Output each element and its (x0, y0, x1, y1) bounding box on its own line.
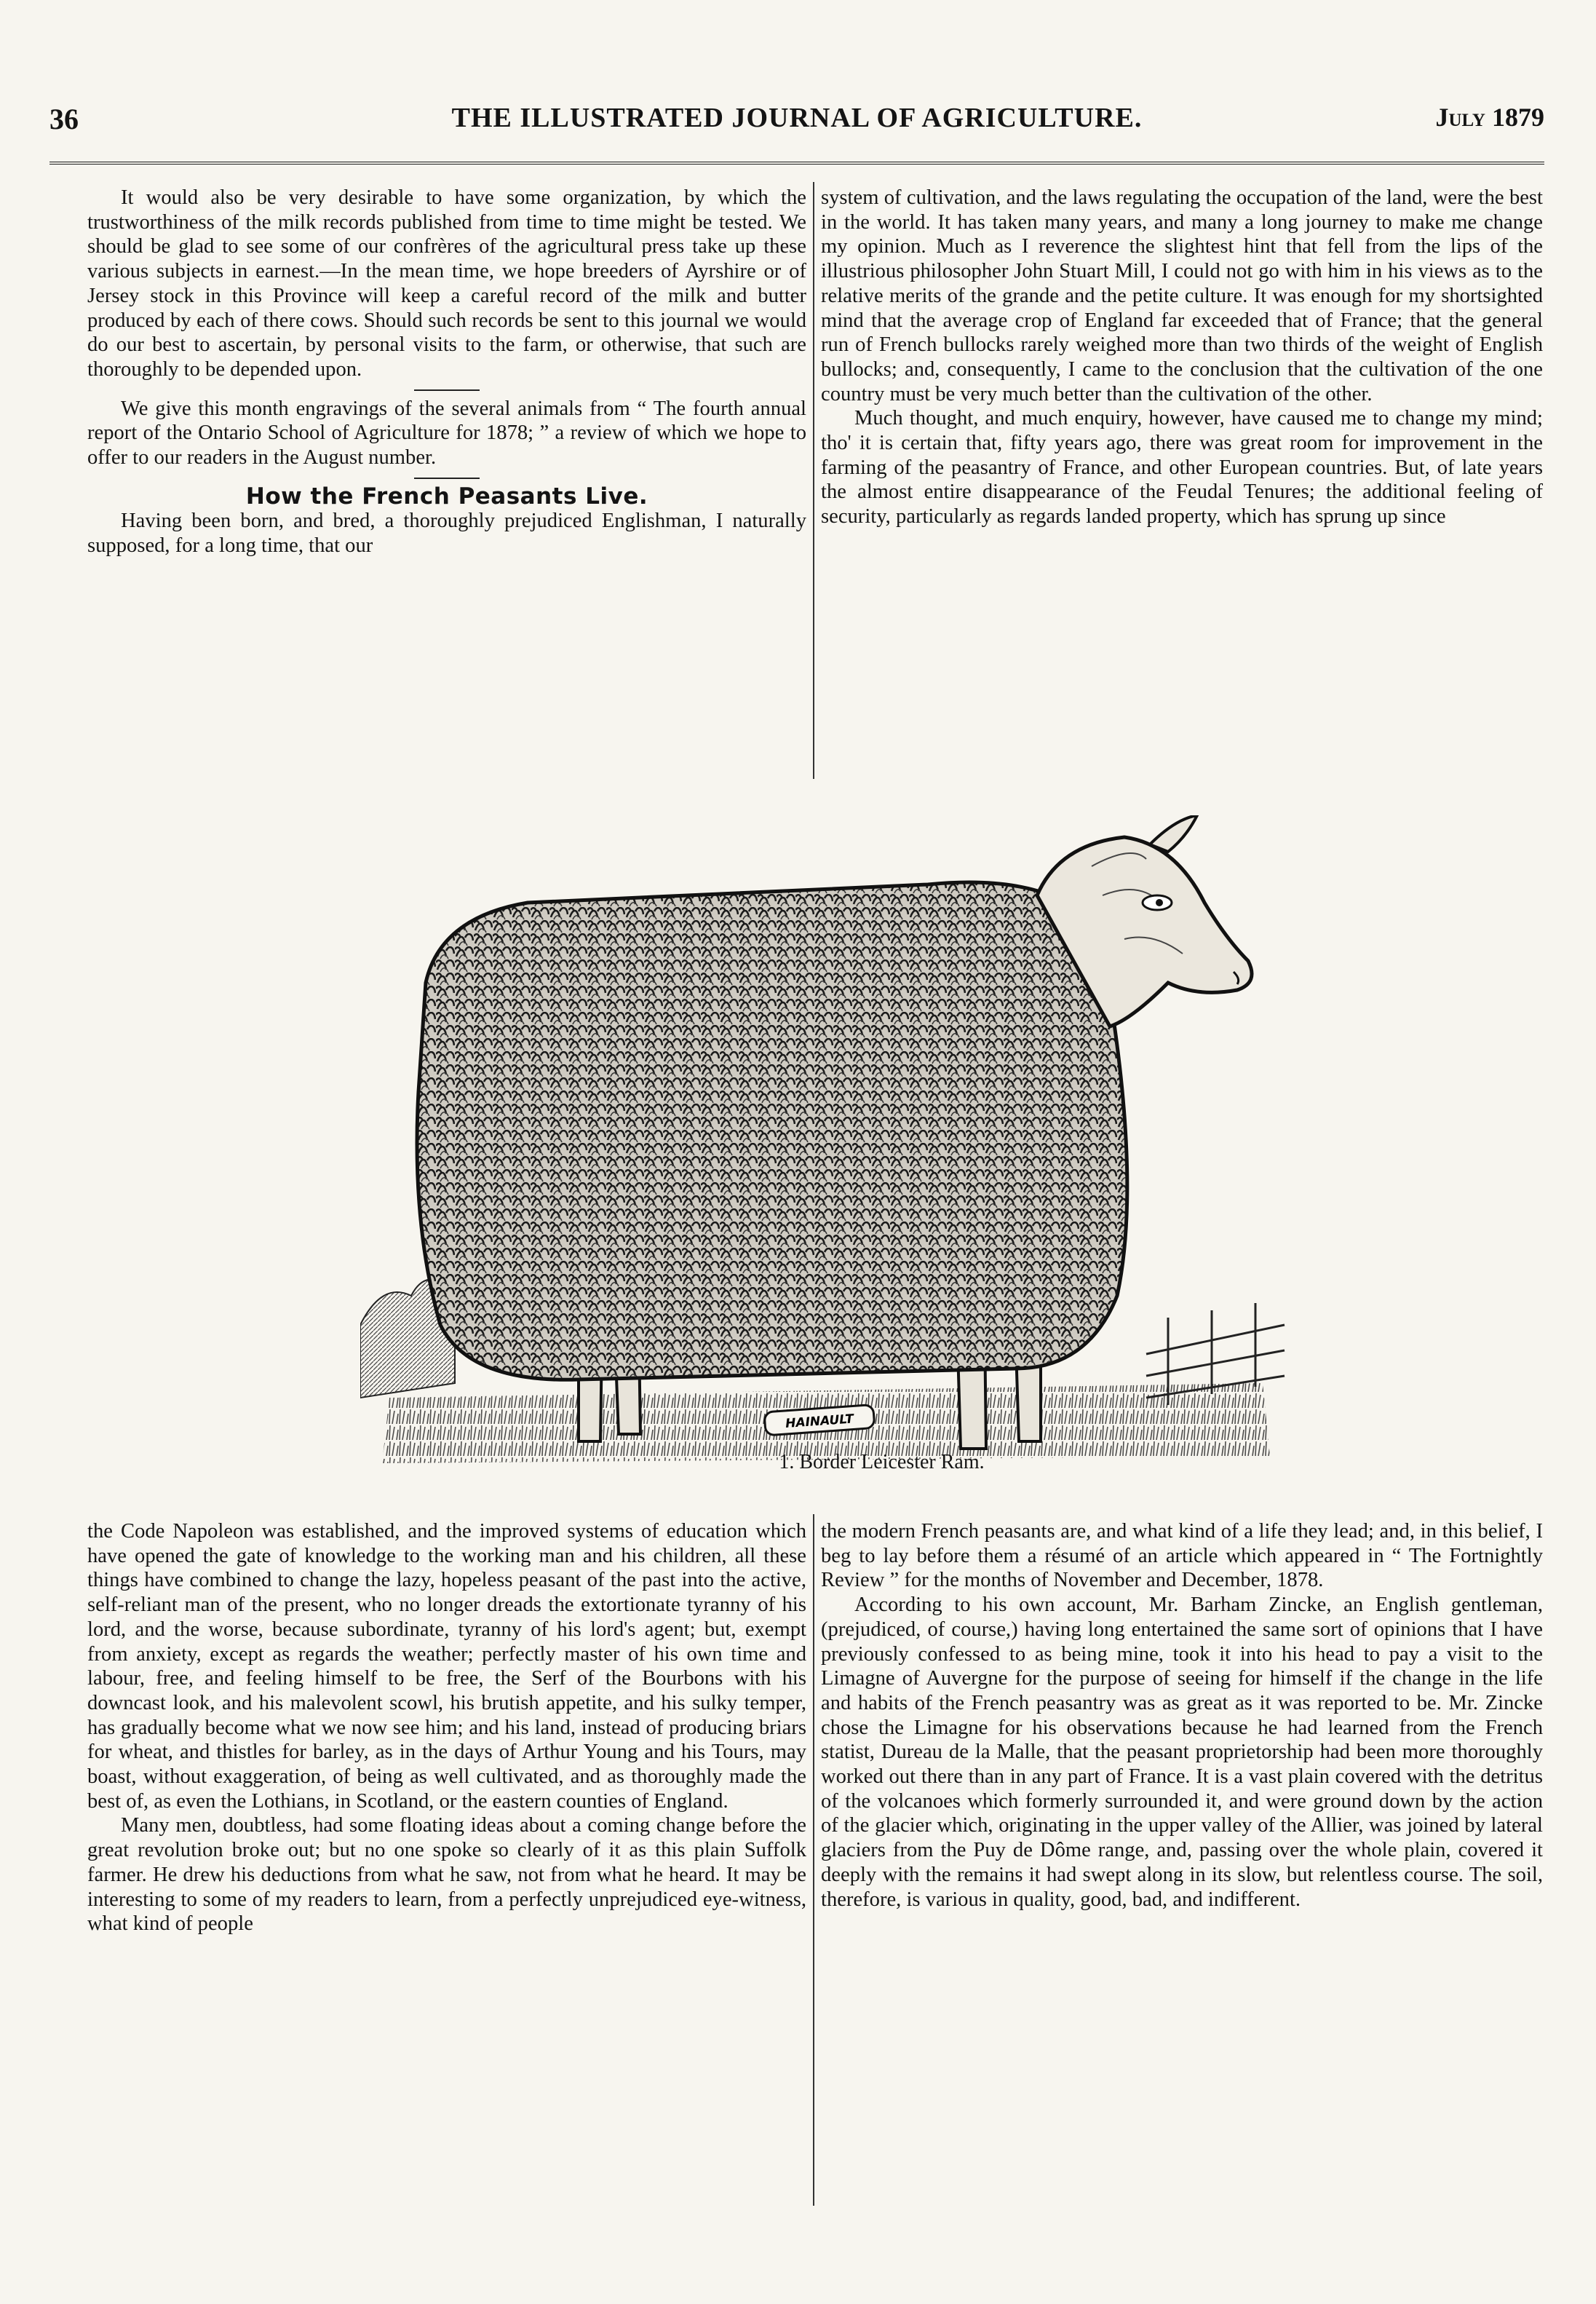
page-header (49, 102, 1544, 146)
svg-text:HAINAULT: HAINAULT (785, 1412, 854, 1431)
paragraph: the modern French peasants are, and what kind of a life they lead; and, in this belief, I beg to lay before them a résumé of an article which appeared in “ The Fortnightly Review ” for the months of November and December, 1878. (821, 1520, 1543, 1592)
paragraph: We give this month engravings of the several animals from “ The fourth annual report of the Ontario School of Agriculture for 1878; ” a review of which we hope to offer to our readers in the August number. (87, 397, 806, 470)
issue-date: July 1879 (1435, 103, 1544, 132)
paragraph: system of cultivation, and the laws regulating the occupation of the land, were the best in the world. It has taken many years, and many a long journey to make me change my opinion. Much as I reverence the slightest hint that fell from the lips of the illustrious philosopher John Stuart Mill, I could not go with him in his views as to the relative merits of the grande and the petite culture. It was enough for my shortsighted mind that the average crop of England far exceeded that of France; that the general run of French bullocks rarely weighed more than two thirds of the weight of English bullocks; and, consequently, I came to the conclusion that the cultivation of the one country must be very much better than the cultivation of the other. (821, 186, 1543, 405)
ram-body (417, 882, 1127, 1379)
journal-title: THE ILLUSTRATED JOURNAL OF AGRICULTURE. (451, 103, 1143, 133)
paragraph: Having been born, and bred, a thoroughly prejudiced Englishman, I naturally supposed, for a long time, that our (87, 510, 806, 558)
article-heading: How the French Peasants Live. (245, 483, 648, 510)
paragraph: It would also be very desirable to have some organization, by which the trustworthiness of the milk records published from time to time might be tested. We should be glad to see some of our confrères of the agricultural press take up these various subjects in earnest.—In the mean time, we hope breeders of Ayrshire or of Jersey stock in this Province will keep a careful record of the milk and butter produced by each of there cows. Should such records be sent to this journal we would do our best to ascertain, by personal visits to the farm, or otherwise, that such are thoroughly to be depended upon. (87, 186, 806, 381)
page-number: 36 (49, 103, 79, 135)
column-bottom-right (821, 1519, 1543, 1912)
section-divider (414, 478, 480, 479)
header-rule (49, 162, 1544, 165)
column-divider (813, 1514, 814, 2206)
paragraph: Many men, doubtless, had some floating ideas about a coming change before the great revolution broke out; but no one spoke so clearly of it as this plain Suffolk farmer. He drew his deductions from what he saw, not from what he heard. It may be interesting to some of my readers to learn, from a perfectly unprejudiced eye-witness, what kind of people (87, 1814, 806, 1936)
column-top-left (87, 186, 806, 558)
ram-engraving (360, 815, 1292, 1470)
column-divider (813, 182, 814, 779)
column-top-right (821, 186, 1543, 529)
paragraph: According to his own account, Mr. Barham Zincke, an English gentleman, (prejudiced, of course,) having long entertained the same sort of opinions that I have previously confessed to as being mine, took it into his head to pay a visit to the Limagne of Auvergne for the purpose of seeing for himself if the change in the life and habits of the French peasantry was as great as it was reported to be. Mr. Zincke chose the Limagne for his observations because he had learned from the French statist, Dureau de la Malle, that the peasant proprietorship had been more thoroughly worked out there than in any part of France. It is a vast plain covered with the detritus of the volcanoes which formerly surrounded it, and were ground down by the action of the glacier which, originating in the upper valley of the Allier, was joined by lateral glaciers from the Puy de Dôme range, and, passing over the whole plain, covered it deeply with the remains it had swept along in its slow, but relentless course. The soil, therefore, is various in quality, good, bad, and indifferent. (821, 1594, 1543, 1911)
paragraph: the Code Napoleon was established, and the improved systems of education which have opened the gate of knowledge to the working man and his children, all these things have combined to change the lazy, hopeless peasant of the past into the active, self-reliant man of the present, who no longer dreads the extortionate tyranny of his lord, and the worse, because subordinate, tyranny of his lord's agent; but, exempt from anxiety, except as regards the weather; perfectly master of his own time and labour, free, and feeling himself to be free, the Serf of the Bourbons with his downcast look, and his malevolent scowl, his brutish appetite, and his sulky temper, has gradually become what we now see him; and his land, instead of producing briars for wheat, and thistles for barley, as in the days of Arthur Young and his Tours, may boast, without exaggeration, of being as well cultivated, and as thoroughly made the best of, as even the Lothians, in Scotland, or the eastern counties of England. (87, 1520, 806, 1813)
section-divider (414, 389, 480, 391)
figure-caption: 1. Border Leicester Ram. (779, 1451, 985, 1473)
paragraph: Much thought, and much enquiry, however, have caused me to change my mind; tho' it is certain that, fifty years ago, there was great room for improvement in the farming of the peasantry of France, and other European countries. But, of late years the almost entire disappearance of the Feudal Tenures; the additional feeling of security, particularly as regards landed property, which has sprung up since (821, 407, 1543, 529)
column-bottom-left (87, 1519, 806, 1936)
